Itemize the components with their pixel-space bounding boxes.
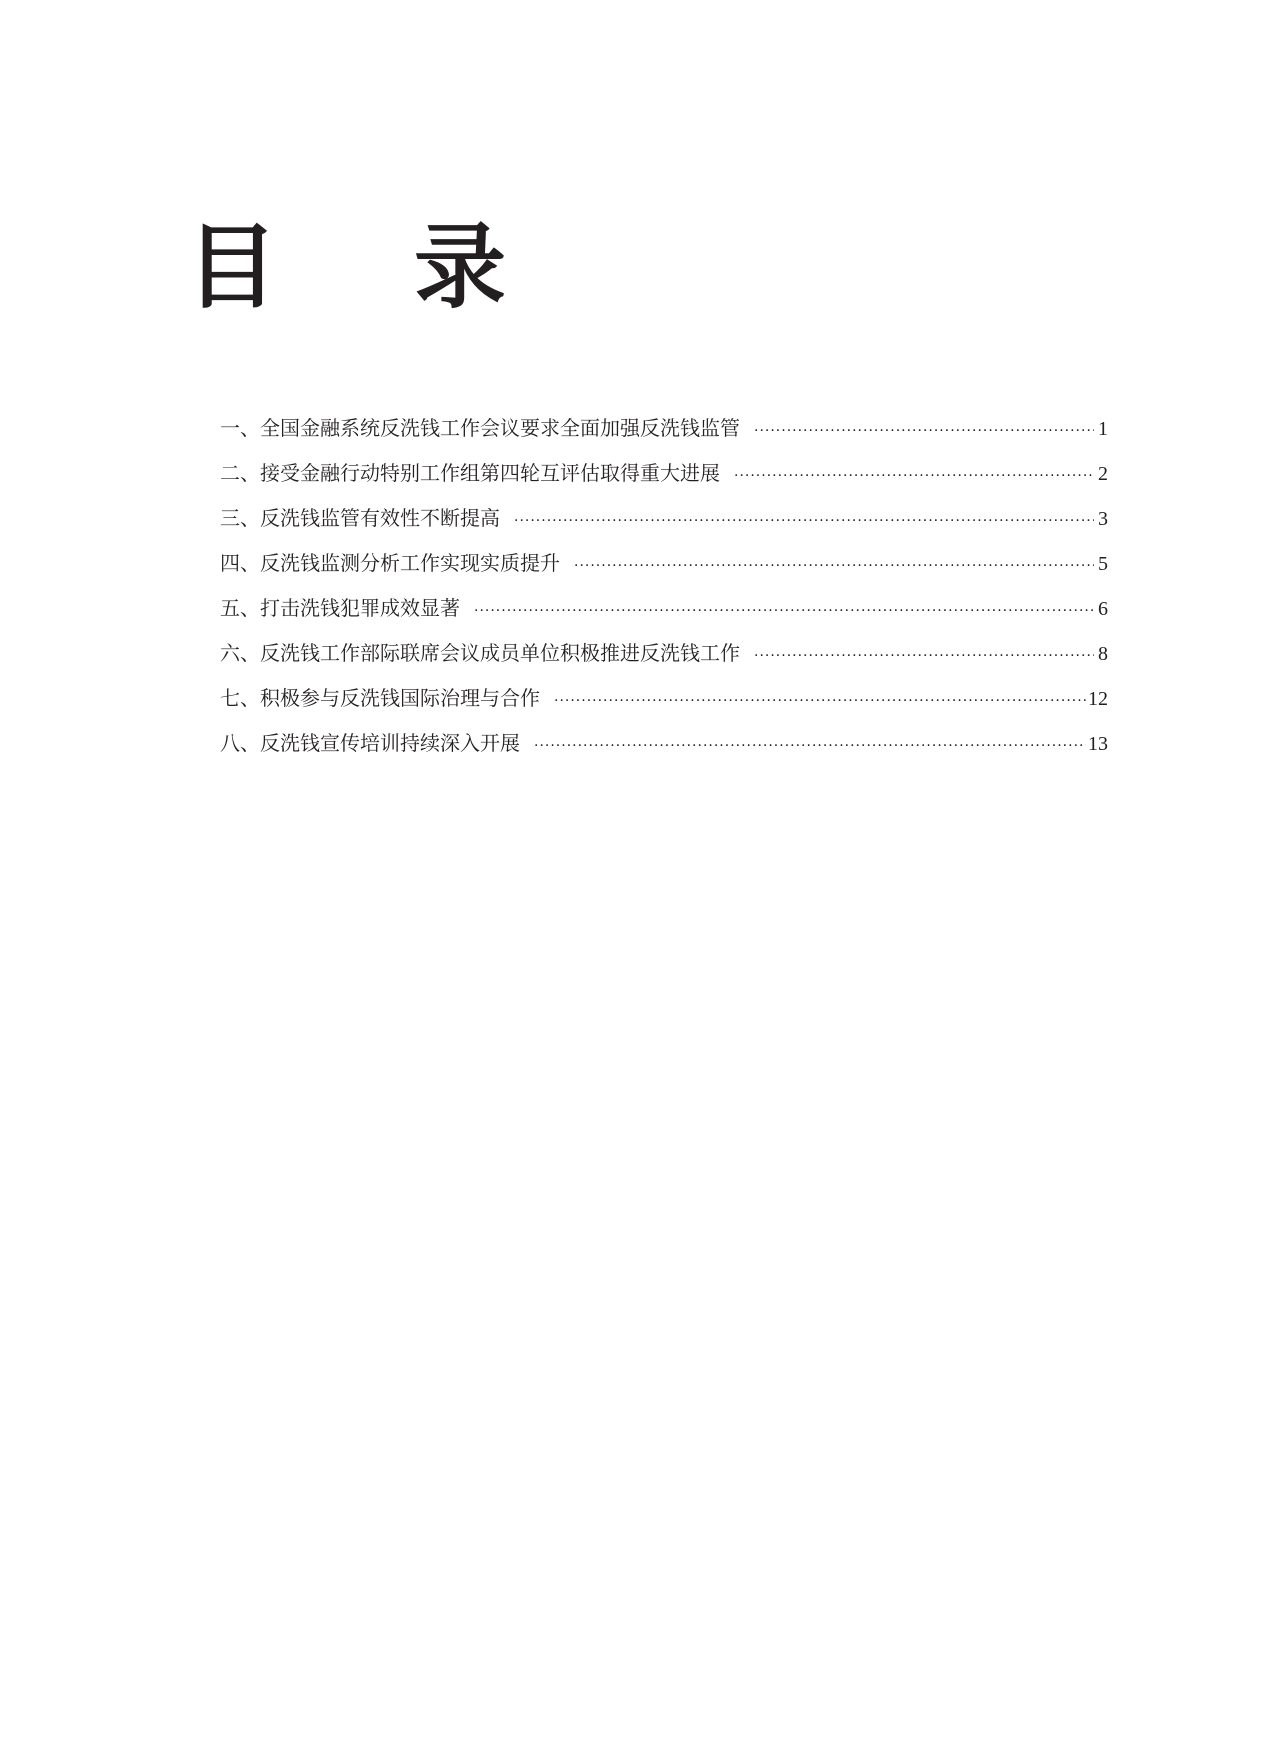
toc-entry-title: 二、接受金融行动特别工作组第四轮互评估取得重大进展	[220, 461, 720, 485]
toc-page-number: 8	[1098, 643, 1108, 665]
toc-page-number: 2	[1098, 463, 1108, 485]
toc-dot-leader	[514, 499, 1094, 544]
toc-dot-leader	[754, 634, 1094, 679]
toc-entry-6[interactable]	[220, 631, 1108, 676]
toc-page-number: 12	[1088, 688, 1108, 710]
toc-entry-title: 五、打击洗钱犯罪成效显著	[220, 596, 460, 620]
toc-entry-7[interactable]	[220, 676, 1108, 721]
toc-page-number: 5	[1098, 553, 1108, 575]
toc-entry-title: 四、反洗钱监测分析工作实现实质提升	[220, 551, 560, 575]
toc-dot-leader	[474, 589, 1094, 634]
toc-entry-4[interactable]	[220, 541, 1108, 586]
toc-dot-leader	[574, 544, 1094, 589]
toc-entry-5[interactable]	[220, 586, 1108, 631]
toc-dot-leader	[554, 679, 1086, 724]
toc-dot-leader	[534, 724, 1086, 769]
toc-entry-title: 三、反洗钱监管有效性不断提高	[220, 506, 500, 530]
toc-entry-title: 一、全国金融系统反洗钱工作会议要求全面加强反洗钱监管	[220, 416, 740, 440]
toc-list	[220, 406, 1108, 766]
toc-entry-title: 六、反洗钱工作部际联席会议成员单位积极推进反洗钱工作	[220, 641, 740, 665]
toc-dot-leader	[734, 454, 1094, 499]
toc-page-number: 6	[1098, 598, 1108, 620]
toc-entry-3[interactable]	[220, 496, 1108, 541]
toc-page-number: 3	[1098, 508, 1108, 530]
toc-title-char-1: 目	[186, 214, 279, 321]
toc-dot-leader	[754, 409, 1094, 454]
toc-entry-title: 七、积极参与反洗钱国际治理与合作	[220, 686, 540, 710]
toc-entry-2[interactable]	[220, 451, 1108, 496]
toc-entry-1[interactable]	[220, 406, 1108, 451]
toc-entry-8[interactable]	[220, 721, 1108, 766]
toc-entry-title: 八、反洗钱宣传培训持续深入开展	[220, 731, 520, 755]
toc-title-char-2: 录	[413, 214, 506, 321]
toc-title	[186, 214, 506, 321]
toc-page-number: 1	[1098, 418, 1108, 440]
toc-page-number: 13	[1088, 733, 1108, 755]
